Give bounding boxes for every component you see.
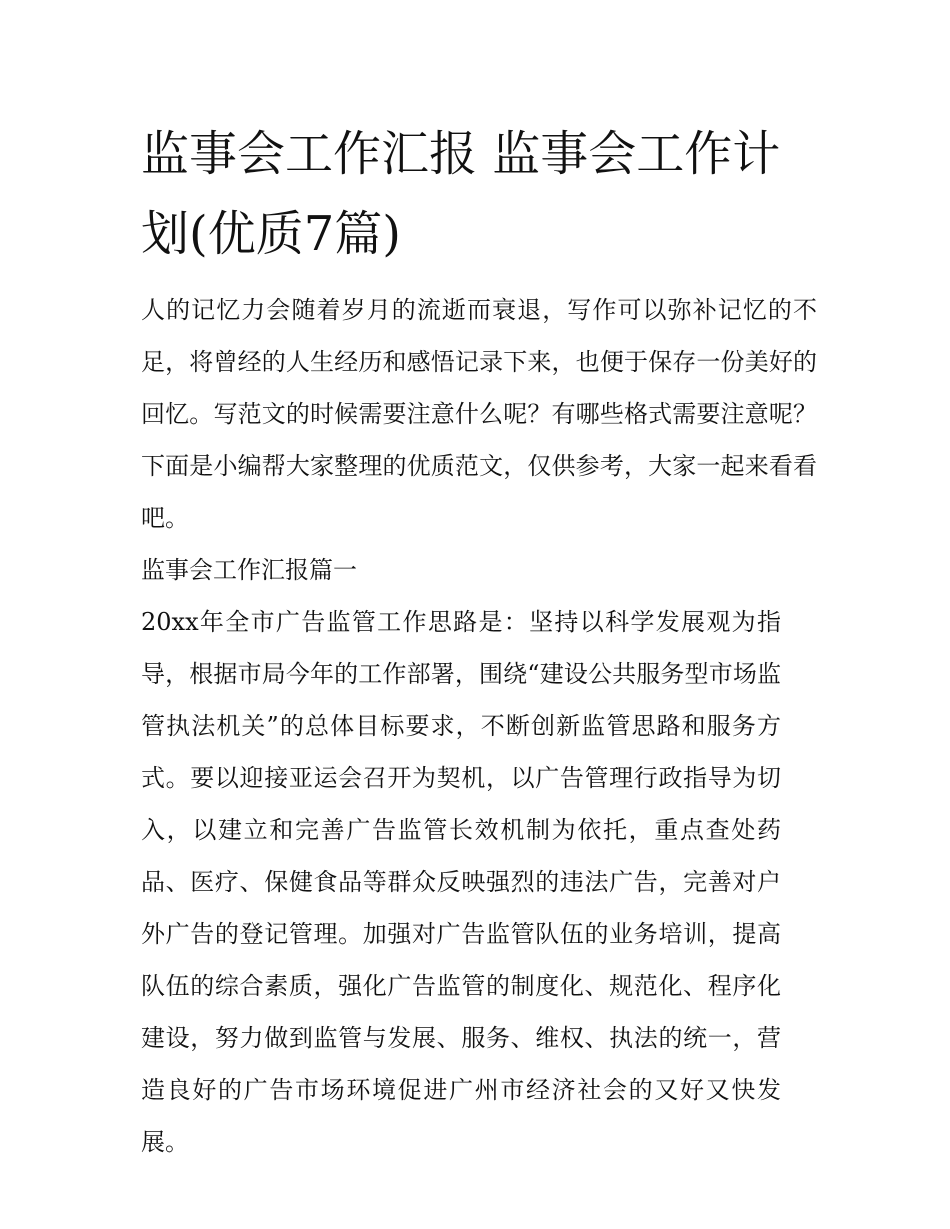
body-paragraph: 20xx年全市广告监管工作思路是：坚持以科学发展观为指导，根据市局今年的工作部署，围绕“建设公共服务型市场监管执法机关”的总体目标要求，不断创新监管思路和服务方式。要以迎接亚运会召开为契机，以广告管理行政指导为切入，以建立和完善广告监管长效机制为依托，重点查处药品、医疗、保健食品等群众反映强烈的违法广告，完善对户外广告的登记管理。加强对广告监管队伍的业务培训，提高队伍的综合素质，强化广告监管的制度化、规范化、程序化建设，努力做到监管与发展、服务、维权、执法的统一，营造良好的广告市场环境促进广州市经济社会的又好又快发展。: [141, 608, 781, 1156]
document-content: [141, 114, 817, 1168]
section-heading: 监事会工作汇报篇一: [141, 556, 357, 584]
document-title: 监事会工作汇报 监事会工作计划(优质7篇): [141, 126, 781, 262]
intro-paragraph: 人的记忆力会随着岁月的流逝而衰退，写作可以弥补记忆的不足，将曾经的人生经历和感悟记录下来，也便于保存一份美好的回忆。写范文的时候需要注意什么呢？有哪些格式需要注意呢？下面是小编帮大家整理的优质范文，仅供参考，大家一起来看看吧。: [141, 296, 817, 532]
